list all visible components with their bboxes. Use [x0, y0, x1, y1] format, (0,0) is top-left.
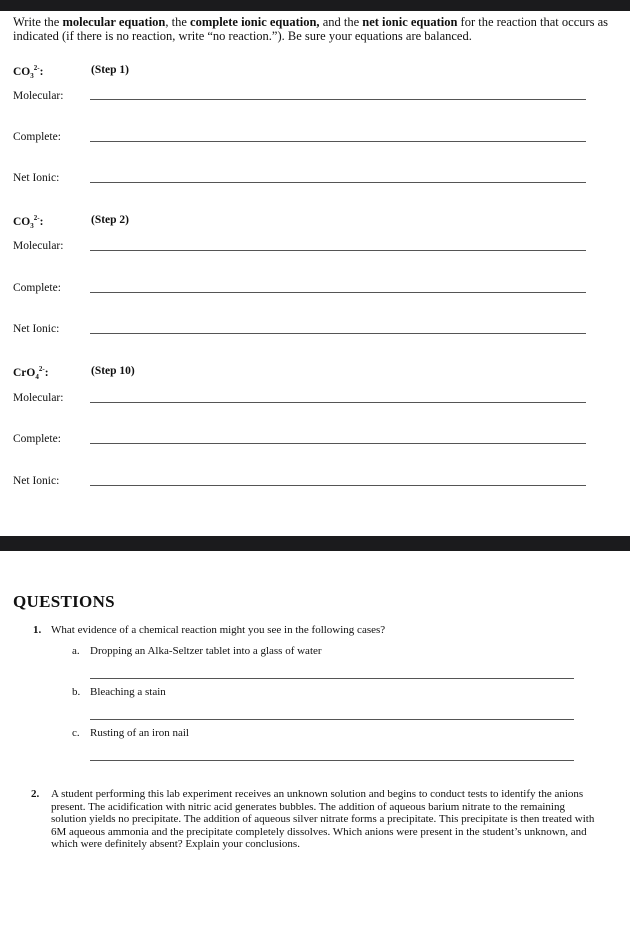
intro-text-2: , the [165, 15, 191, 29]
complete-answer-line[interactable] [90, 292, 586, 293]
molecular-label: Molecular: [13, 392, 64, 404]
step-label-3: (Step 10) [91, 365, 135, 377]
question-1c-answer-line[interactable] [90, 760, 574, 761]
net-ionic-label: Net Ionic: [13, 475, 60, 487]
question-1b-answer-line[interactable] [90, 719, 574, 720]
instructions-paragraph [13, 16, 613, 43]
worksheet-page-bottom [0, 551, 630, 936]
ion-heading-2: $CO_3^{2-}$: [13, 214, 44, 231]
question-2 [33, 788, 598, 851]
intro-text-3: and the [319, 15, 363, 29]
complete-label: Complete: [13, 282, 61, 294]
question-1b-letter: b. [72, 686, 81, 698]
question-1-text: What evidence of a chemical reaction might you see in the following cases? [51, 624, 386, 636]
net-ionic-label: Net Ionic: [13, 172, 60, 184]
net-ionic-label: Net Ionic: [13, 323, 60, 335]
question-1a-answer-line[interactable] [90, 678, 574, 679]
question-1b-text: Bleaching a stain [90, 686, 166, 698]
intro-text-1: Write the [13, 15, 63, 29]
question-2-number: 2. [31, 788, 40, 800]
intro-bold-net: net ionic equation [362, 15, 458, 29]
molecular-answer-line[interactable] [90, 402, 586, 403]
question-1a-letter: a. [72, 645, 80, 657]
question-1-number: 1. [33, 624, 42, 636]
question-1c-letter: c. [72, 727, 80, 739]
worksheet-page-top [0, 11, 630, 536]
molecular-answer-line[interactable] [90, 250, 586, 251]
question-1a-text: Dropping an Alka-Seltzer tablet into a glass of water [90, 645, 322, 657]
ion-heading-1: $CO_3^{2-}$: [13, 64, 44, 81]
molecular-answer-line[interactable] [90, 99, 586, 100]
question-1c-text: Rusting of an iron nail [90, 727, 189, 739]
questions-heading: QUESTIONS [13, 592, 115, 611]
complete-label: Complete: [13, 131, 61, 143]
molecular-label: Molecular: [13, 90, 64, 102]
intro-text-4: for the reaction that occurs as indicated (if there is no reaction, write “no reaction.”). Be sure your equations are balanced. [13, 15, 609, 43]
net-ionic-answer-line[interactable] [90, 485, 586, 486]
ion-heading-3: CrO$_4^{2-}$: [13, 365, 49, 382]
intro-bold-molecular: molecular equation [62, 15, 166, 29]
molecular-label: Molecular: [13, 240, 64, 252]
complete-answer-line[interactable] [90, 141, 586, 142]
step-label-2: (Step 2) [91, 214, 130, 226]
question-2-text: A student performing this lab experiment receives an unknown solution and begins to conduct tests to identify the anions present. The acidification with nitric acid generates bubbles. The addition of aqueous barium nitrate to the remaining solution yields no precipitate. The addition of aqueous silver nitrate forms a precipitate. This precipitate is then treated with 6M aqueous ammonia and the precipitate completely dissolves. Which anions were present in the student’s unknown, and which were definitely absent? Explain your conclusions. [51, 788, 595, 850]
complete-label: Complete: [13, 433, 61, 445]
complete-answer-line[interactable] [90, 443, 586, 444]
step-label-1: (Step 1) [91, 64, 130, 76]
intro-bold-complete: complete ionic equation, [190, 15, 320, 29]
net-ionic-answer-line[interactable] [90, 182, 586, 183]
net-ionic-answer-line[interactable] [90, 333, 586, 334]
